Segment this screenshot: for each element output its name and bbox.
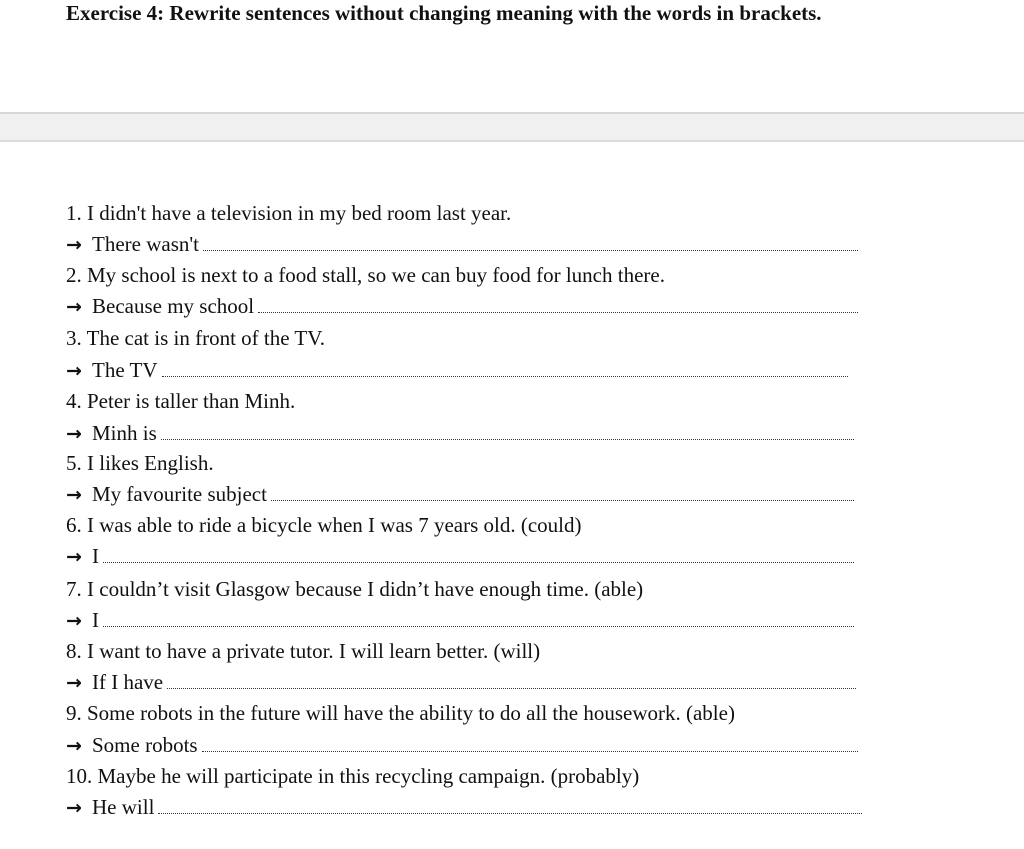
answer-line-3[interactable] [66, 357, 848, 383]
arrow-icon: → [66, 484, 82, 506]
answer-line-7[interactable] [66, 607, 854, 633]
answer-prompt-3: The TV [92, 358, 158, 382]
answer-line-6[interactable] [66, 543, 854, 569]
arrow-icon: → [66, 672, 82, 694]
answer-blank-10[interactable] [158, 813, 862, 814]
answer-blank-6[interactable] [103, 562, 854, 563]
arrow-icon: → [66, 797, 82, 819]
answer-blank-5[interactable] [271, 500, 854, 501]
answer-line-8[interactable] [66, 669, 856, 695]
question-8: 8. I want to have a private tutor. I will learn better. (will) [66, 639, 541, 663]
answer-line-10[interactable] [66, 794, 862, 820]
question-6: 6. I was able to ride a bicycle when I was 7 years old. (could) [66, 513, 582, 537]
arrow-icon: → [66, 735, 82, 757]
question-4: 4. Peter is taller than Minh. [66, 389, 296, 413]
answer-prompt-1: There wasn't [92, 232, 199, 256]
question-10: 10. Maybe he will participate in this recycling campaign. (probably) [66, 764, 640, 788]
answer-prompt-8: If I have [92, 670, 164, 694]
answer-prompt-7: I [92, 608, 99, 632]
answer-line-9[interactable] [66, 732, 858, 758]
arrow-icon: → [66, 296, 82, 318]
answer-blank-9[interactable] [202, 751, 858, 752]
answer-blank-8[interactable] [167, 688, 856, 689]
arrow-icon: → [66, 610, 82, 632]
answer-blank-1[interactable] [203, 250, 858, 251]
answer-prompt-2: Because my school [92, 294, 255, 318]
answer-line-4[interactable] [66, 420, 854, 446]
answer-blank-3[interactable] [162, 376, 848, 377]
answer-blank-7[interactable] [103, 626, 854, 627]
answer-line-2[interactable] [66, 293, 858, 319]
arrow-icon: → [66, 360, 82, 382]
arrow-icon: → [66, 546, 82, 568]
answer-prompt-9: Some robots [92, 733, 198, 757]
answer-line-5[interactable] [66, 481, 854, 507]
question-1: 1. I didn't have a television in my bed room last year. [66, 201, 512, 225]
answer-prompt-10: He will [92, 795, 155, 819]
question-5: 5. I likes English. [66, 451, 214, 475]
answer-blank-4[interactable] [161, 439, 854, 440]
exercise-title: Exercise 4: Rewrite sentences without changing meaning with the words in brackets. [66, 1, 822, 25]
answer-prompt-4: Minh is [92, 421, 157, 445]
answer-blank-2[interactable] [258, 312, 858, 313]
arrow-icon: → [66, 423, 82, 445]
question-9: 9. Some robots in the future will have the ability to do all the housework. (able) [66, 701, 735, 725]
arrow-icon: → [66, 234, 82, 256]
question-3: 3. The cat is in front of the TV. [66, 326, 325, 350]
answer-prompt-6: I [92, 544, 99, 568]
question-2: 2. My school is next to a food stall, so we can buy food for lunch there. [66, 263, 665, 287]
answer-line-1[interactable] [66, 231, 858, 257]
answer-prompt-5: My favourite subject [92, 482, 267, 506]
question-7: 7. I couldn’t visit Glasgow because I didn’t have enough time. (able) [66, 577, 644, 601]
